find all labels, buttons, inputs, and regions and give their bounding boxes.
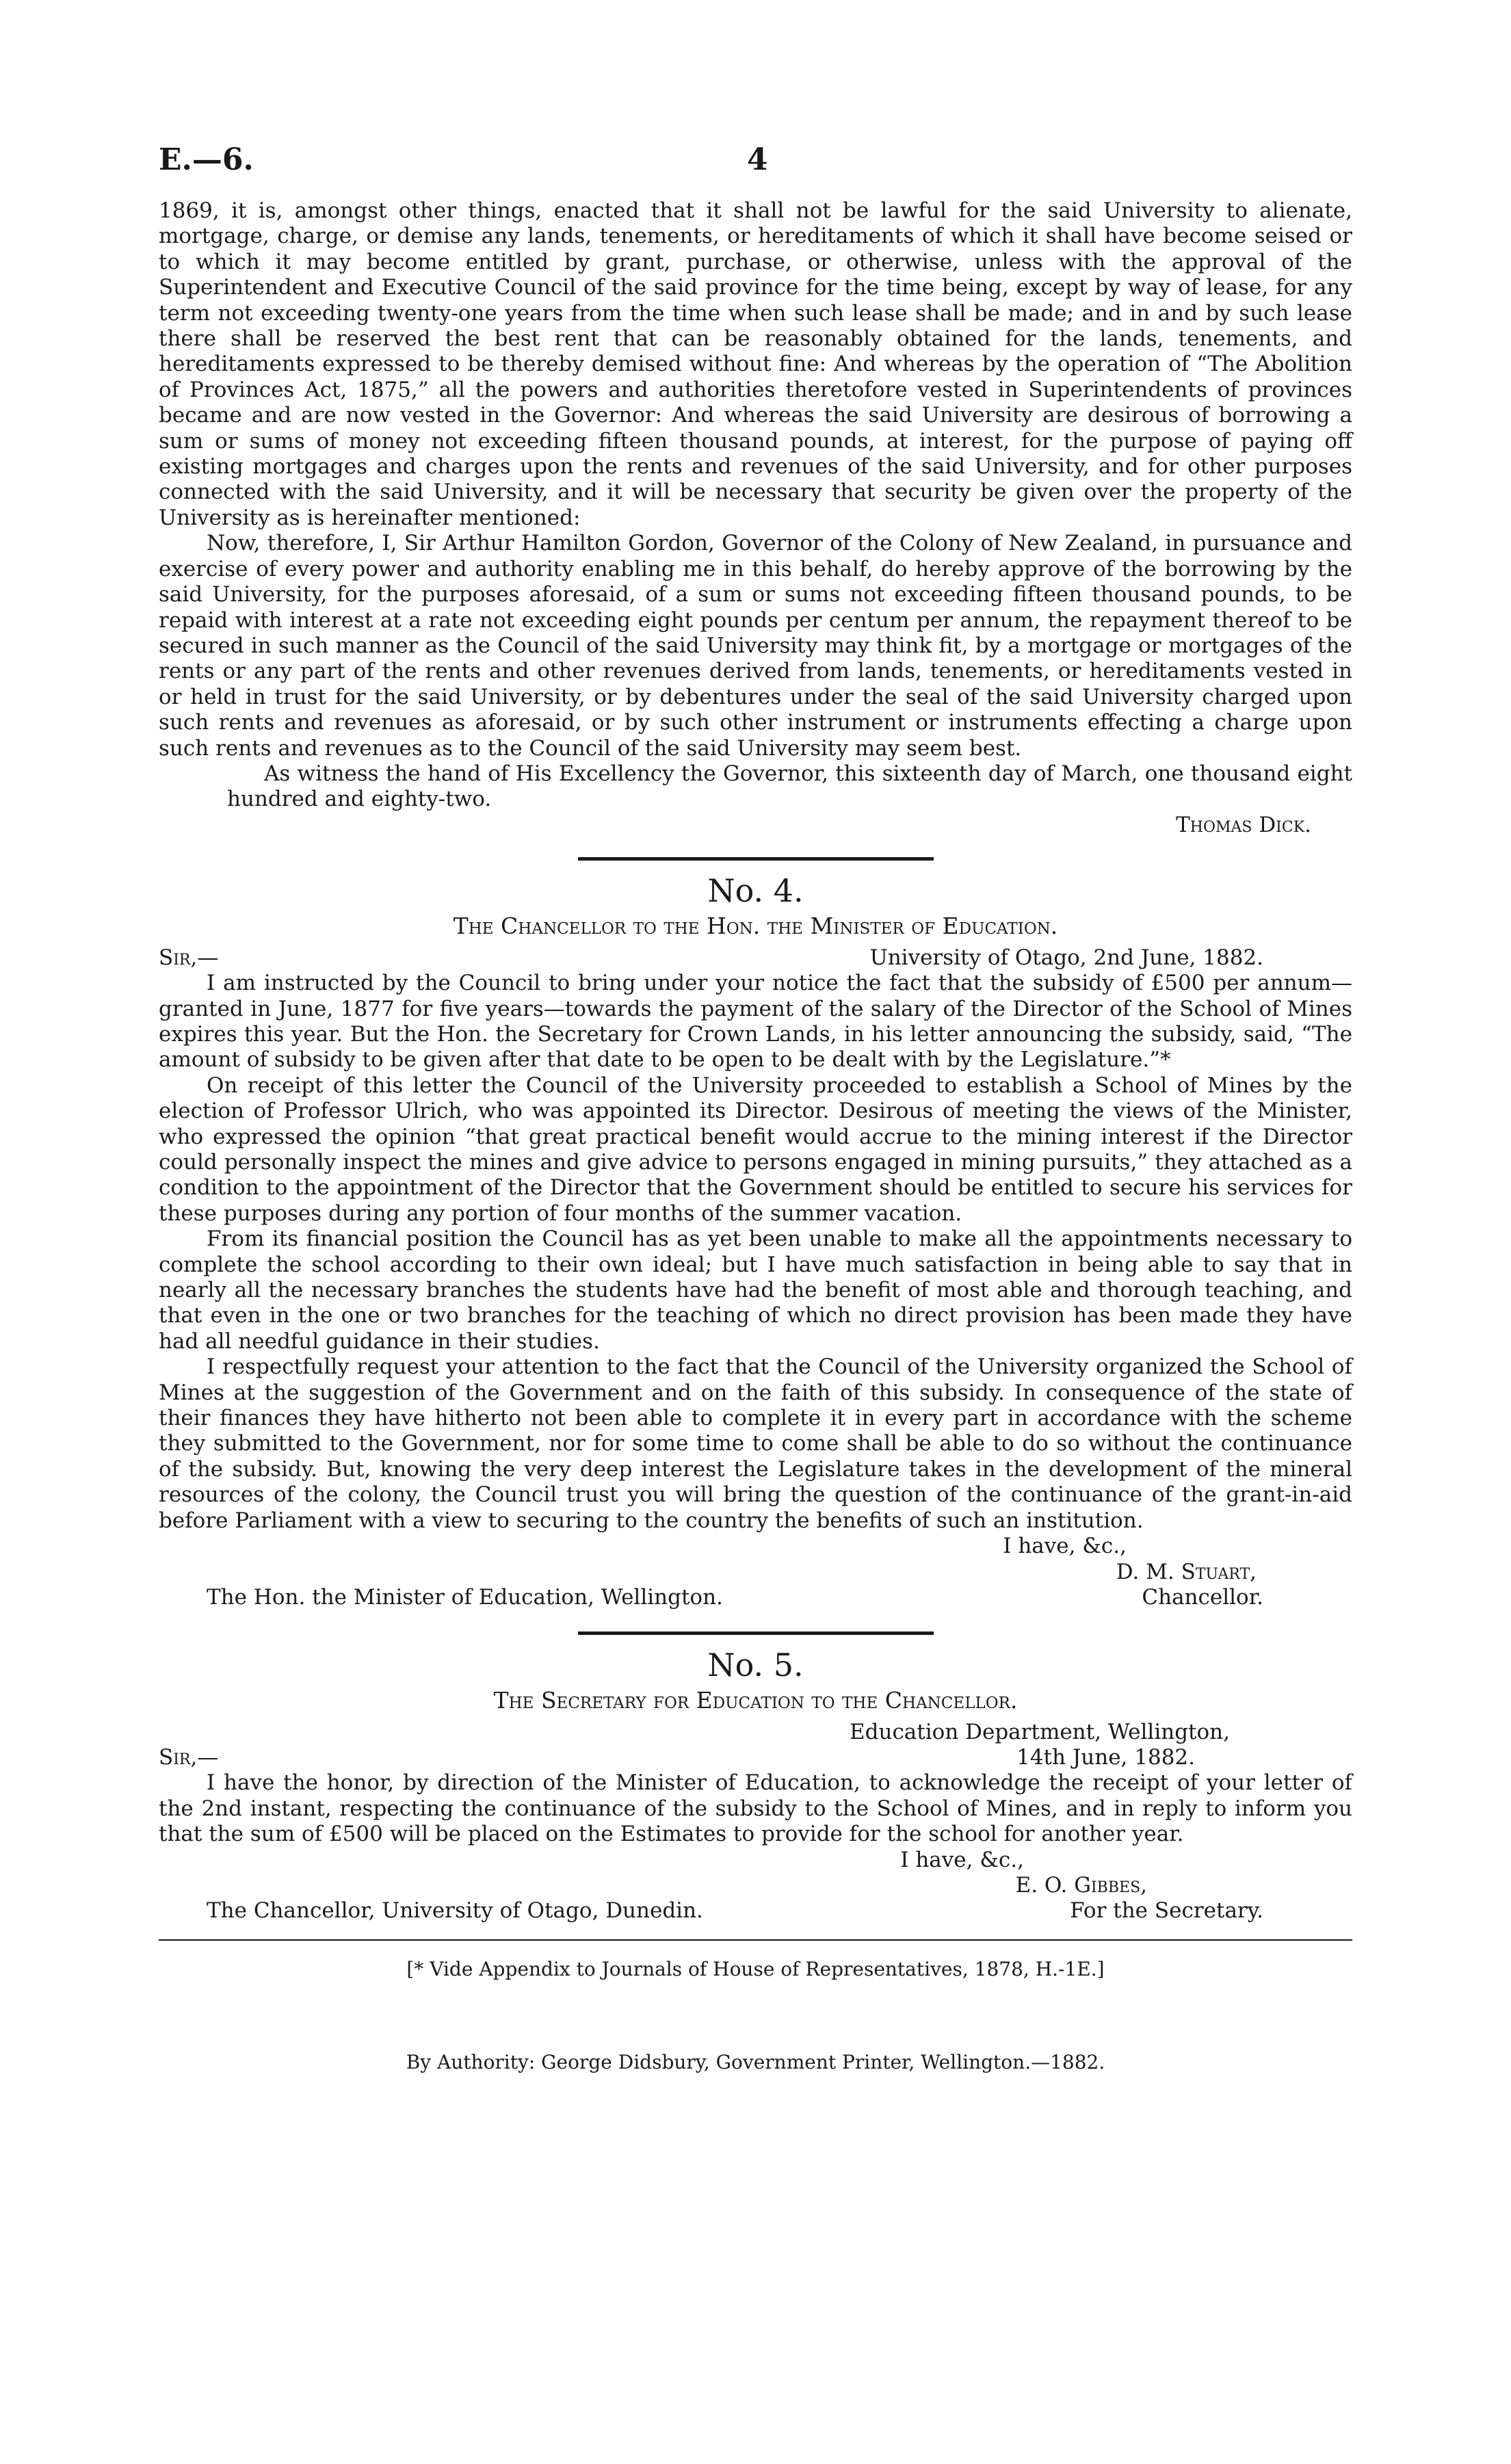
paragraph: On receipt of this letter the Council of the University proceeded to establish a School of Mines by the election of Professor Ulrich, who was appointed its Director. Desirous of meeting the views of the Minister, who expressed the opinion “that great practical benefit would accrue to the mining interest if the Director could personally inspect the mines and give advice to persons engaged in mining pursuits,” they attached as a condition to the appointment of the Director that the Government should be entitled to secure his services for these purposes during any portion of four months of the summer vacation.: [159, 1073, 1352, 1226]
document-title: The Secretary for Education to the Chancellor.: [493, 1686, 1018, 1714]
document-reference: E.—6.: [159, 142, 254, 177]
paragraph: I am instructed by the Council to bring under your notice the fact that the subsidy of £500 per annum—granted in June, 1877 for five years—towards the payment of the salary of the Director of the School of Mines expires this year. But the Hon. the Secretary for Crown Lands, in his letter announcing the subsidy, said, “The amount of subsidy to be given after that date to be open to be dealt with by the Legislature.”*: [159, 971, 1352, 1073]
signature: Thomas Dick.: [1176, 812, 1311, 837]
footnote-divider: [159, 1939, 1352, 1941]
paragraph: Now, therefore, I, Sir Arthur Hamilton Gordon, Governor of the Colony of New Zealand, in pursuance and exercise of every power and authority enabling me in this behalf, do hereby approve of the borrowing by the said University, for the purposes aforesaid, of a sum or sums not exceeding fifteen thousand pounds, to be repaid with interest at a rate not exceeding eight pounds per centum per annum, the repayment thereof to be secured in such manner as the Council of the said University may think fit, by a mortgage or mortgages of the rents or any part of the rents and other revenues derived from lands, tenements, or hereditaments vested in or held in trust for the said University, or by debentures under the seal of the said University charged upon such rents and revenues as aforesaid, or by such other instrument or instruments effecting a charge upon such rents and revenues as to the Council of the said University may seem best.: [159, 531, 1352, 761]
salutation: Sir,—: [159, 945, 219, 971]
addressee: The Hon. the Minister of Education, Wellington.: [207, 1584, 723, 1610]
page-number: 4: [747, 142, 768, 177]
paragraph: I have the honor, by direction of the Minister of Education, to acknowledge the receipt of your letter of the 2nd instant, respecting the continuance of the subsidy to the School of Mines, and in reply to inform you that the sum of £500 will be placed on the Estimates to provide for the school for another year.: [159, 1770, 1352, 1847]
page-header: [159, 142, 1352, 183]
signer-name: E. O. Gibbes,: [1015, 1872, 1147, 1898]
document-number: No. 5.: [707, 1646, 804, 1683]
salutation-row: [159, 1745, 1352, 1770]
salutation: Sir,—: [159, 1745, 219, 1770]
section-divider: [578, 857, 934, 861]
document-4: [159, 870, 1352, 1612]
paragraph: 1869, it is, amongst other things, enacted that it shall not be lawful for the said University to alienate, mortgage, charge, or demise any lands, tenements, or hereditaments of which it shall have become seised or to which it may become entitled by grant, purchase, or otherwise, unless with the approval of the Superintendent and Executive Council of the said province for the time being, except by way of lease, for any term not exceeding twenty-one years from the time when such lease shall be made; and in and by such lease there shall be reserved the best rent that can be reasonably obtained for the lands, tenements, and hereditaments expressed to be thereby demised without fine: And whereas by the operation of “The Abolition of Provinces Act, 1875,” all the powers and authorities theretofore vested in Superintendents of provinces became and are now vested in the Governor: And whereas the said University are desirous of borrowing a sum or sums of money not exceeding fifteen thousand pounds, at interest, for the purpose of paying off existing mortgages and charges upon the rents and revenues of the said University, and for other purposes connected with the said University, and it will be necessary that security be given over the property of the University as is hereinafter mentioned:: [159, 198, 1352, 530]
signer-name: D. M. Stuart,: [1116, 1559, 1257, 1584]
witness-clause: As witness the hand of His Excellency the Governor, this sixteenth day of March, one thousand eight hundred and eighty-two.: [227, 761, 1352, 812]
closing: I have, &c.,: [900, 1847, 1024, 1872]
printer-imprint: By Authority: George Didsbury, Government Printer, Wellington.—1882.: [406, 2051, 1105, 2074]
place-date: University of Otago, 2nd June, 1882.: [869, 945, 1263, 971]
document-title: The Chancellor to the Hon. the Minister of Education.: [453, 913, 1058, 940]
closing: I have, &c.,: [1003, 1534, 1127, 1559]
place: Education Department, Wellington,: [850, 1719, 1230, 1744]
signature-row: [159, 1585, 1352, 1612]
signer-title: Chancellor.: [1142, 1584, 1263, 1610]
date: 14th June, 1882.: [1016, 1745, 1195, 1770]
salutation-row: [159, 945, 1352, 971]
document-3-continuation: [159, 198, 1352, 838]
addressee: The Chancellor, University of Otago, Dunedin.: [207, 1898, 703, 1924]
paragraph: I respectfully request your attention to the fact that the Council of the University organized the School of Mines at the suggestion of the Government and on the faith of this subsidy. In consequence of the state of their finances they have hitherto not been able to complete it in every part in accordance with the scheme they submitted to the Government, nor for some time to come shall be able to do so without the continuance of the subsidy. But, knowing the very deep interest the Legislature takes in the development of the mineral resources of the colony, the Council trust you will bring the question of the continuance of the grant-in-aid before Parliament with a view to securing to the country the benefits of such an institution.: [159, 1354, 1352, 1533]
signer-title: For the Secretary.: [1070, 1898, 1263, 1924]
footnote: [* Vide Appendix to Journals of House of Representatives, 1878, H.-1E.]: [406, 1958, 1105, 1981]
section-divider: [578, 1631, 934, 1635]
signature-row: [159, 1898, 1352, 1926]
paragraph: From its financial position the Council has as yet been unable to make all the appointments necessary to complete the school according to their own ideal; but I have much satisfaction in being able to say that in nearly all the necessary branches the students have had the benefit of most able and thorough teaching, and that even in the one or two branches for the teaching of which no direct provision has been made they have had all needful guidance in their studies.: [159, 1227, 1352, 1354]
document-number: No. 4.: [707, 872, 804, 910]
document-5: [159, 1644, 1352, 1926]
page-body: [159, 198, 1352, 2095]
place-date-block: [850, 1720, 1352, 1745]
